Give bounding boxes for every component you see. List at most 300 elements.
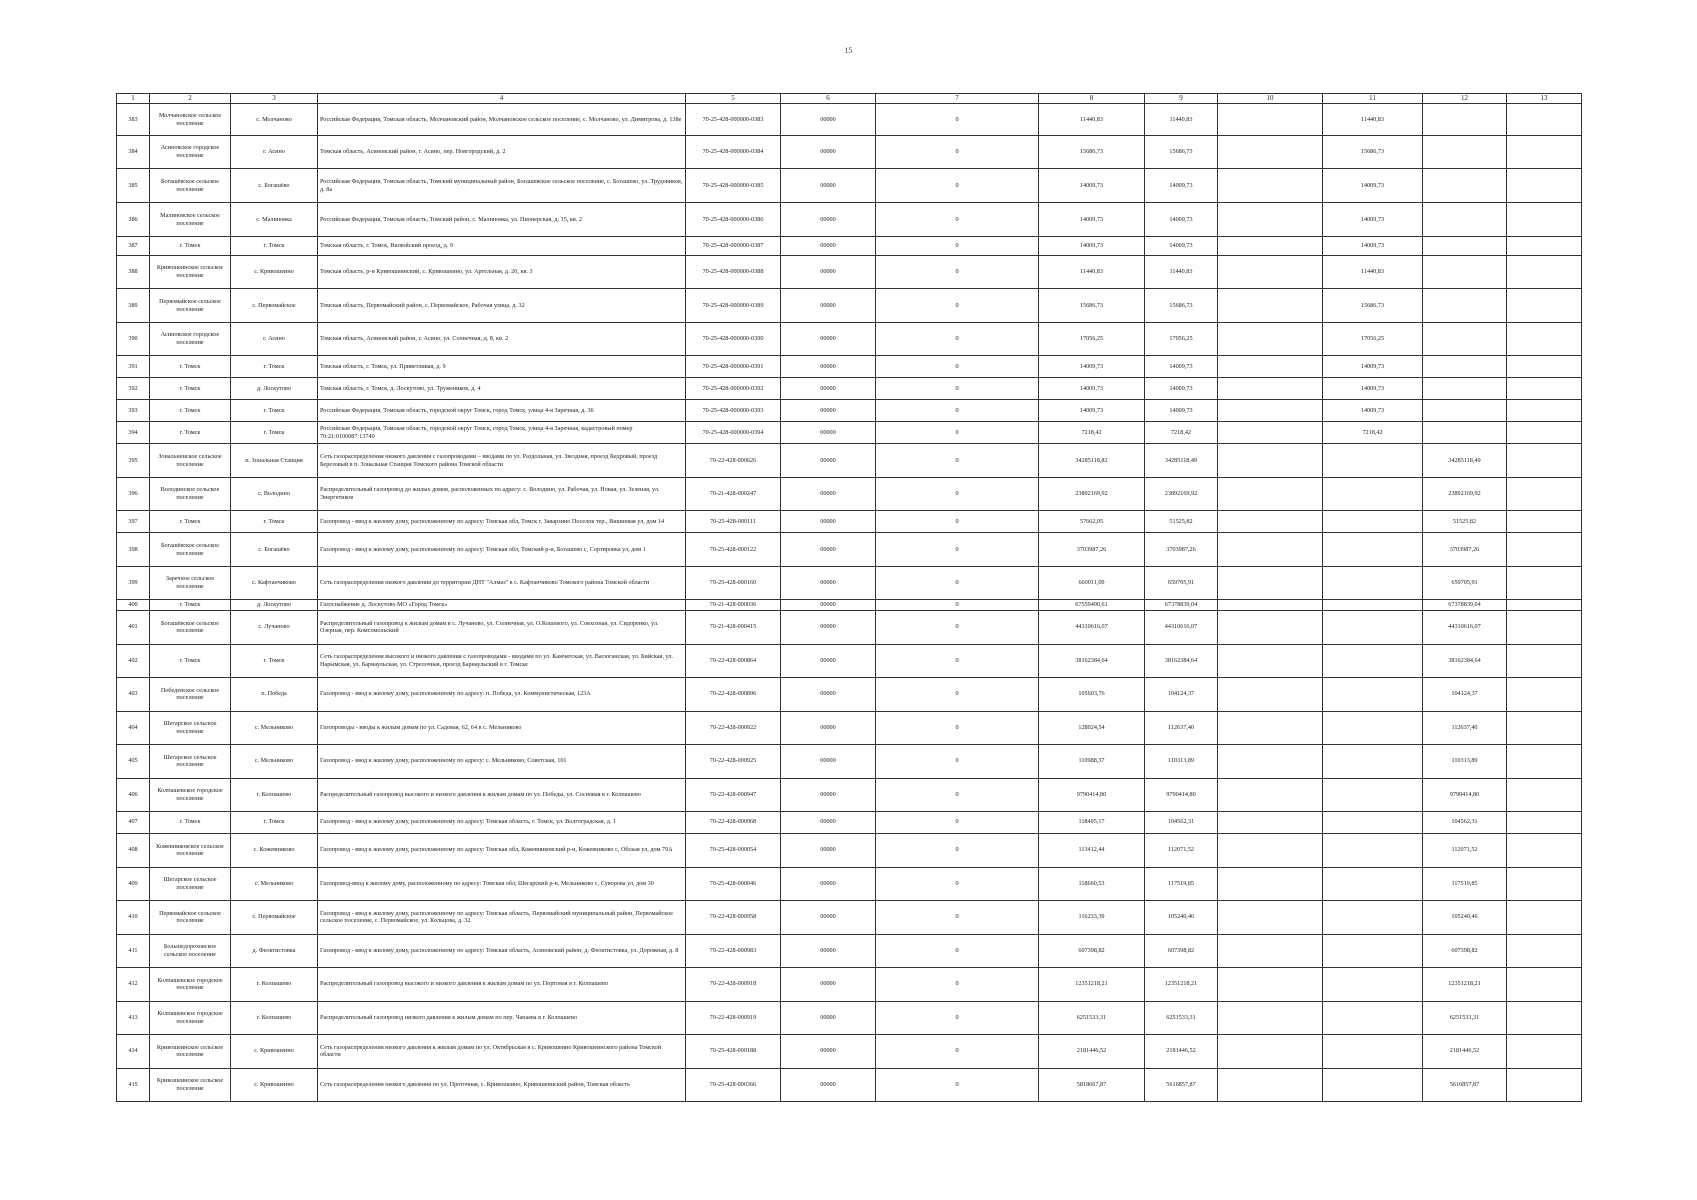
address-cell: Распределительный газопровод до жилых домов, расположенных по адресу: с. Володино, ул. Рабочая, ул. Новая, ул. Зеленая, ул. Энергетиков — [318, 478, 686, 511]
col10-cell — [1218, 744, 1323, 778]
column-header: 7 — [876, 94, 1039, 104]
table-row — [117, 256, 1582, 289]
column-header: 5 — [686, 94, 781, 104]
col9-value-cell: 67378839,04 — [1145, 600, 1218, 611]
locality-cell: с. Кожевниково — [231, 833, 318, 867]
col13-cell — [1507, 104, 1582, 136]
col11-value-cell: 11440,83 — [1323, 104, 1423, 136]
table-row — [117, 378, 1582, 400]
code-cell: 00000 — [781, 1068, 876, 1101]
municipality-cell: Володинское сельское поселение — [150, 478, 231, 511]
address-cell: Сеть газораспределения низкого давления по ул. Проточная, с. Кривошеино, Кривошеинский район, Томская область — [318, 1068, 686, 1101]
locality-cell: с. Первомайское — [231, 900, 318, 934]
col13-cell — [1507, 567, 1582, 600]
registry-number-cell: 70-25-428-000122 — [686, 533, 781, 567]
col9-value-cell: 607398,82 — [1145, 934, 1218, 967]
col8-value-cell: 113412,44 — [1039, 833, 1145, 867]
col12-value-cell: 2181446,52 — [1423, 1034, 1507, 1068]
row-number-cell: 409 — [117, 867, 150, 900]
col11-value-cell — [1323, 900, 1423, 934]
registry-number-cell: 70-21-428-000247 — [686, 478, 781, 511]
municipality-cell: г. Томск — [150, 378, 231, 400]
col13-cell — [1507, 256, 1582, 289]
col9-value-cell: 17056,25 — [1145, 323, 1218, 356]
code-cell: 00000 — [781, 237, 876, 256]
table-row — [117, 867, 1582, 900]
municipality-cell: Победенское сельское поселение — [150, 677, 231, 711]
locality-cell: с. Кривошеино — [231, 1068, 318, 1101]
municipality-cell: г. Томск — [150, 400, 231, 422]
registry-number-cell: 70-25-428-000000-0394 — [686, 422, 781, 444]
registry-number-cell: 70-25-428-000000-0386 — [686, 203, 781, 237]
col10-cell — [1218, 600, 1323, 611]
col11-value-cell — [1323, 934, 1423, 967]
column-header: 1 — [117, 94, 150, 104]
column-header: 4 — [318, 94, 686, 104]
header-row — [117, 94, 1582, 104]
col10-cell — [1218, 422, 1323, 444]
address-cell: Сеть газораспределения высокого и низкого давления с газопроводами - вводами по ул. Камчатская, ул. Васюганская, ул. Бийская, ул. Нарымская, ул. Барнаульская, ул. Стрелочная, проезд Барнаульский в г. Томске — [318, 644, 686, 677]
col7-cell: 0 — [876, 533, 1039, 567]
col12-value-cell — [1423, 256, 1507, 289]
locality-cell: д. Лоскутово — [231, 600, 318, 611]
registry-number-cell: 70-25-428-000000-0392 — [686, 378, 781, 400]
col7-cell: 0 — [876, 711, 1039, 744]
address-cell: Томская область, р-н Кривошеинский, с. Кривошеино, ул. Артельная, д. 20, кв. 3 — [318, 256, 686, 289]
municipality-cell: г. Томск — [150, 600, 231, 611]
row-number-cell: 388 — [117, 256, 150, 289]
col7-cell: 0 — [876, 744, 1039, 778]
municipality-cell: г. Томск — [150, 422, 231, 444]
col9-value-cell: 51525,82 — [1145, 511, 1218, 533]
locality-cell: с. Кривошеино — [231, 256, 318, 289]
col10-cell — [1218, 533, 1323, 567]
col9-value-cell: 659705,91 — [1145, 567, 1218, 600]
col12-value-cell: 9790414,80 — [1423, 778, 1507, 811]
municipality-cell: Первомайское сельское поселение — [150, 900, 231, 934]
address-cell: Распределительный газопровод к жилым домам в с. Лучаново, ул. Солнечная, ул. О.Кошевого, ул. Совхозная, ул. Сидоренко, ул. Озерная, пер. Комсомольский — [318, 610, 686, 644]
col8-value-cell: 660011,09 — [1039, 567, 1145, 600]
locality-cell: с. Мельниково — [231, 744, 318, 778]
code-cell: 00000 — [781, 378, 876, 400]
locality-cell: г. Томск — [231, 511, 318, 533]
col10-cell — [1218, 1034, 1323, 1068]
col13-cell — [1507, 967, 1582, 1001]
address-cell: Российская Федерация, Томская область, Томский муниципальный район, Богашевское сельское поселение, с. Богашево, ул. Трудовиков, д. 8а — [318, 169, 686, 203]
col8-value-cell: 9790414,80 — [1039, 778, 1145, 811]
col8-value-cell: 14009,73 — [1039, 237, 1145, 256]
col7-cell: 0 — [876, 478, 1039, 511]
registry-number-cell: 70-22-428-000947 — [686, 778, 781, 811]
col7-cell: 0 — [876, 444, 1039, 478]
col13-cell — [1507, 1001, 1582, 1034]
col8-value-cell: 14009,73 — [1039, 169, 1145, 203]
col8-value-cell: 12351218,21 — [1039, 967, 1145, 1001]
address-cell: Томская область, Асиновский район, г. Асино, пер. Новгородский, д. 2 — [318, 136, 686, 169]
col10-cell — [1218, 256, 1323, 289]
col12-value-cell: 3703987,26 — [1423, 533, 1507, 567]
table-row — [117, 203, 1582, 237]
registry-number-cell: 70-25-428-000000-0390 — [686, 323, 781, 356]
row-number-cell: 411 — [117, 934, 150, 967]
col11-value-cell — [1323, 600, 1423, 611]
column-header: 12 — [1423, 94, 1507, 104]
col10-cell — [1218, 1068, 1323, 1101]
municipality-cell: Шегарское сельское поселение — [150, 744, 231, 778]
col11-value-cell — [1323, 1001, 1423, 1034]
row-number-cell: 412 — [117, 967, 150, 1001]
col13-cell — [1507, 511, 1582, 533]
table-row — [117, 900, 1582, 934]
col8-value-cell: 14009,73 — [1039, 203, 1145, 237]
registry-number-cell: 70-22-428-000919 — [686, 1001, 781, 1034]
municipality-cell: Заречное сельское поселение — [150, 567, 231, 600]
registry-number-cell: 70-25-428-000054 — [686, 833, 781, 867]
col12-value-cell — [1423, 169, 1507, 203]
col13-cell — [1507, 833, 1582, 867]
table-row — [117, 444, 1582, 478]
locality-cell: с. Мельниково — [231, 867, 318, 900]
col8-value-cell: 105603,76 — [1039, 677, 1145, 711]
col13-cell — [1507, 1034, 1582, 1068]
address-cell: Сеть газораспределения низкого давления до территории ДНТ "Алмаз" в с. Кафтанчиково Томского района Томской области — [318, 567, 686, 600]
col7-cell: 0 — [876, 203, 1039, 237]
col8-value-cell: 67559490,61 — [1039, 600, 1145, 611]
col11-value-cell — [1323, 711, 1423, 744]
address-cell: Газопровод - ввод к жилому дому, расположенному по адресу: Томская область, Первомайский муниципальный район, Первомайское сельское поселение, с. Первомайское, ул. Кольцова, д. 32 — [318, 900, 686, 934]
col13-cell — [1507, 323, 1582, 356]
address-cell: Газопровод - ввод к жилому дому, расположенному по адресу: Томская область, Асиновский район, д. Феоктистовка, ул. Дорожная, д. 8 — [318, 934, 686, 967]
col7-cell: 0 — [876, 833, 1039, 867]
col11-value-cell: 14009,73 — [1323, 203, 1423, 237]
col8-value-cell: 110988,37 — [1039, 744, 1145, 778]
row-number-cell: 391 — [117, 356, 150, 378]
col11-value-cell — [1323, 1034, 1423, 1068]
municipality-cell: Богашёвское сельское поселение — [150, 610, 231, 644]
locality-cell: д. Феоктистовка — [231, 934, 318, 967]
col8-value-cell: 3703987,26 — [1039, 533, 1145, 567]
registry-number-cell: 70-22-428-000864 — [686, 644, 781, 677]
registry-number-cell: 70-21-428-000036 — [686, 600, 781, 611]
registry-number-cell: 70-25-428-000046 — [686, 867, 781, 900]
col10-cell — [1218, 644, 1323, 677]
col11-value-cell: 14009,73 — [1323, 356, 1423, 378]
column-header: 9 — [1145, 94, 1218, 104]
row-number-cell: 383 — [117, 104, 150, 136]
table-row — [117, 400, 1582, 422]
col9-value-cell: 14009,73 — [1145, 356, 1218, 378]
col7-cell: 0 — [876, 378, 1039, 400]
col13-cell — [1507, 356, 1582, 378]
code-cell: 00000 — [781, 644, 876, 677]
col13-cell — [1507, 422, 1582, 444]
municipality-cell: Кривошеинское сельское поселение — [150, 1068, 231, 1101]
col11-value-cell — [1323, 533, 1423, 567]
locality-cell: г. Асино — [231, 136, 318, 169]
col7-cell: 0 — [876, 422, 1039, 444]
code-cell: 00000 — [781, 478, 876, 511]
column-header: 13 — [1507, 94, 1582, 104]
col12-value-cell — [1423, 237, 1507, 256]
col9-value-cell: 9790414,80 — [1145, 778, 1218, 811]
col13-cell — [1507, 136, 1582, 169]
col10-cell — [1218, 677, 1323, 711]
col12-value-cell: 44310616,07 — [1423, 610, 1507, 644]
registry-number-cell: 70-25-428-000000-0383 — [686, 104, 781, 136]
address-cell: Газопровод - ввод к жилому дому, расположенному по адресу: Томская область, г. Томск, ул. Волгоградская, д. 1 — [318, 811, 686, 833]
col12-value-cell: 34285118,49 — [1423, 444, 1507, 478]
col8-value-cell: 7218,42 — [1039, 422, 1145, 444]
municipality-cell: Шегарское сельское поселение — [150, 711, 231, 744]
col11-value-cell — [1323, 1068, 1423, 1101]
col7-cell: 0 — [876, 169, 1039, 203]
registry-number-cell: 70-22-428-000983 — [686, 934, 781, 967]
col13-cell — [1507, 600, 1582, 611]
code-cell: 00000 — [781, 744, 876, 778]
code-cell: 00000 — [781, 711, 876, 744]
municipality-cell: Кривошеинское сельское поселение — [150, 256, 231, 289]
col9-value-cell: 44310616,07 — [1145, 610, 1218, 644]
col8-value-cell: 11440,83 — [1039, 256, 1145, 289]
col13-cell — [1507, 778, 1582, 811]
registry-number-cell: 70-25-428-000000-0391 — [686, 356, 781, 378]
col7-cell: 0 — [876, 600, 1039, 611]
col7-cell: 0 — [876, 1068, 1039, 1101]
col9-value-cell: 23892169,92 — [1145, 478, 1218, 511]
col13-cell — [1507, 867, 1582, 900]
col10-cell — [1218, 323, 1323, 356]
col10-cell — [1218, 711, 1323, 744]
col12-value-cell: 112071,52 — [1423, 833, 1507, 867]
col9-value-cell: 11440,83 — [1145, 104, 1218, 136]
col9-value-cell: 104562,31 — [1145, 811, 1218, 833]
table-row — [117, 356, 1582, 378]
address-cell: Томская область, г. Томск, ул. Приветливая, д. 9 — [318, 356, 686, 378]
row-number-cell: 407 — [117, 811, 150, 833]
row-number-cell: 395 — [117, 444, 150, 478]
address-cell: Газопровод - ввод к жилому дому, расположенному по адресу: Томская обл, Кожевниковский р-н, Кожевниково с, Обская ул, дом 79А — [318, 833, 686, 867]
municipality-cell: Асиновское городское поселение — [150, 136, 231, 169]
row-number-cell: 405 — [117, 744, 150, 778]
col10-cell — [1218, 356, 1323, 378]
col9-value-cell: 12351218,21 — [1145, 967, 1218, 1001]
col10-cell — [1218, 378, 1323, 400]
code-cell: 00000 — [781, 1034, 876, 1068]
col9-value-cell: 110313,89 — [1145, 744, 1218, 778]
col11-value-cell — [1323, 567, 1423, 600]
col11-value-cell — [1323, 478, 1423, 511]
col11-value-cell: 17056,25 — [1323, 323, 1423, 356]
address-cell: Российская Федерация, Томская область, городской округ Томск, город Томск, улица 4-я Заречная, кадастровый номер 70:21:0100087:13749 — [318, 422, 686, 444]
table-row — [117, 169, 1582, 203]
col10-cell — [1218, 1001, 1323, 1034]
col7-cell: 0 — [876, 237, 1039, 256]
col10-cell — [1218, 811, 1323, 833]
code-cell: 00000 — [781, 677, 876, 711]
code-cell: 00000 — [781, 400, 876, 422]
address-cell: Сеть газораспределения низкого давления с газопроводами – вводами по ул. Раздольная, ул. Звездная, проезд Кедровый, проезд Березовый в п. Зональная Станция Томского района Томской области — [318, 444, 686, 478]
row-number-cell: 401 — [117, 610, 150, 644]
address-cell: Томская область, г. Томск, Вилюйский проезд, д. 9 — [318, 237, 686, 256]
col12-value-cell: 12351218,21 — [1423, 967, 1507, 1001]
code-cell: 00000 — [781, 811, 876, 833]
address-cell: Российская Федерация, Томская область, городской округ Томск, город Томск, улица 4-я Заречная, д. 36 — [318, 400, 686, 422]
municipality-cell: Шегарское сельское поселение — [150, 867, 231, 900]
registry-number-cell: 70-22-428-000626 — [686, 444, 781, 478]
locality-cell: с. Первомайское — [231, 289, 318, 323]
col9-value-cell: 7218,42 — [1145, 422, 1218, 444]
col9-value-cell: 105240,46 — [1145, 900, 1218, 934]
municipality-cell: Большедороховское сельское поселение — [150, 934, 231, 967]
locality-cell: с. Малиновка — [231, 203, 318, 237]
col11-value-cell — [1323, 610, 1423, 644]
registry-number-cell: 70-25-428-000000-0385 — [686, 169, 781, 203]
address-cell: Российская Федерация, Томская область, Томский район, с. Малиновка, ул. Пионерская, д. 15, кв. 2 — [318, 203, 686, 237]
municipality-cell: Зональненское сельское поселение — [150, 444, 231, 478]
col13-cell — [1507, 533, 1582, 567]
col10-cell — [1218, 934, 1323, 967]
table-row — [117, 136, 1582, 169]
municipality-cell: Первомайское сельское поселение — [150, 289, 231, 323]
code-cell: 00000 — [781, 444, 876, 478]
table-row — [117, 644, 1582, 677]
col12-value-cell: 23892169,92 — [1423, 478, 1507, 511]
col13-cell — [1507, 289, 1582, 323]
col8-value-cell: 2181446,52 — [1039, 1034, 1145, 1068]
row-number-cell: 392 — [117, 378, 150, 400]
registry-number-cell: 70-22-428-000918 — [686, 967, 781, 1001]
col7-cell: 0 — [876, 610, 1039, 644]
col9-value-cell: 6251533,31 — [1145, 1001, 1218, 1034]
code-cell: 00000 — [781, 256, 876, 289]
col13-cell — [1507, 677, 1582, 711]
table-row — [117, 967, 1582, 1001]
registry-number-cell: 70-22-428-000896 — [686, 677, 781, 711]
col7-cell: 0 — [876, 511, 1039, 533]
address-cell: Томская область, г. Томск, д. Лоскутово, ул. Тружеников, д. 4 — [318, 378, 686, 400]
registry-number-cell: 70-22-428-000958 — [686, 900, 781, 934]
col7-cell: 0 — [876, 811, 1039, 833]
row-number-cell: 408 — [117, 833, 150, 867]
col11-value-cell — [1323, 677, 1423, 711]
col10-cell — [1218, 610, 1323, 644]
address-cell: Газопровод-ввод к жилому дому, расположенному по адресу: Томская обл, Шегарский р-н, Мельниково с, Суворова ул, дом 30 — [318, 867, 686, 900]
code-cell: 00000 — [781, 169, 876, 203]
col8-value-cell: 38162384,64 — [1039, 644, 1145, 677]
table-row — [117, 610, 1582, 644]
table-row — [117, 511, 1582, 533]
col10-cell — [1218, 104, 1323, 136]
col8-value-cell: 44310616,07 — [1039, 610, 1145, 644]
col7-cell: 0 — [876, 289, 1039, 323]
registry-number-cell: 70-22-428-000925 — [686, 744, 781, 778]
col8-value-cell: 17056,25 — [1039, 323, 1145, 356]
col7-cell: 0 — [876, 400, 1039, 422]
address-cell: Распределительный газопровод высокого и низкого давления к жилым домам по ул. Победы, ул. Сосновая в г. Колпашево — [318, 778, 686, 811]
municipality-cell: г. Томск — [150, 237, 231, 256]
col10-cell — [1218, 203, 1323, 237]
row-number-cell: 399 — [117, 567, 150, 600]
col13-cell — [1507, 934, 1582, 967]
code-cell: 00000 — [781, 1001, 876, 1034]
locality-cell: г. Колпашево — [231, 1001, 318, 1034]
col12-value-cell — [1423, 378, 1507, 400]
col12-value-cell: 67378839,04 — [1423, 600, 1507, 611]
locality-cell: г. Асино — [231, 323, 318, 356]
col12-value-cell — [1423, 400, 1507, 422]
municipality-cell: Колпашевское городское поселение — [150, 778, 231, 811]
col10-cell — [1218, 900, 1323, 934]
col12-value-cell: 112637,40 — [1423, 711, 1507, 744]
table-row — [117, 711, 1582, 744]
table-row — [117, 600, 1582, 611]
municipality-cell: г. Томск — [150, 644, 231, 677]
locality-cell: г. Томск — [231, 400, 318, 422]
column-header: 11 — [1323, 94, 1423, 104]
col9-value-cell: 14009,73 — [1145, 378, 1218, 400]
table-row — [117, 778, 1582, 811]
locality-cell: г. Томск — [231, 356, 318, 378]
registry-number-cell: 70-25-428-000000-0384 — [686, 136, 781, 169]
col13-cell — [1507, 237, 1582, 256]
col7-cell: 0 — [876, 1001, 1039, 1034]
col11-value-cell — [1323, 644, 1423, 677]
col10-cell — [1218, 136, 1323, 169]
col12-value-cell: 659705,91 — [1423, 567, 1507, 600]
table-row — [117, 1001, 1582, 1034]
col7-cell: 0 — [876, 323, 1039, 356]
col8-value-cell: 14009,73 — [1039, 356, 1145, 378]
locality-cell: г. Томск — [231, 811, 318, 833]
col7-cell: 0 — [876, 136, 1039, 169]
address-cell: Распределительный газопровод низкого давления к жилым домам по пер. Чапаева в г. Колпашево — [318, 1001, 686, 1034]
col7-cell: 0 — [876, 867, 1039, 900]
table-row — [117, 533, 1582, 567]
registry-number-cell: 70-25-428-000366 — [686, 1068, 781, 1101]
col12-value-cell — [1423, 289, 1507, 323]
col13-cell — [1507, 444, 1582, 478]
col10-cell — [1218, 511, 1323, 533]
col8-value-cell: 6251533,31 — [1039, 1001, 1145, 1034]
table-row — [117, 934, 1582, 967]
col11-value-cell — [1323, 967, 1423, 1001]
col11-value-cell — [1323, 778, 1423, 811]
locality-cell: г. Колпашево — [231, 778, 318, 811]
row-number-cell: 413 — [117, 1001, 150, 1034]
registry-number-cell: 70-25-428-000160 — [686, 567, 781, 600]
code-cell: 00000 — [781, 422, 876, 444]
col11-value-cell: 11440,83 — [1323, 256, 1423, 289]
code-cell: 00000 — [781, 203, 876, 237]
code-cell: 00000 — [781, 967, 876, 1001]
col11-value-cell: 14009,73 — [1323, 237, 1423, 256]
locality-cell: п. Зональная Станция — [231, 444, 318, 478]
col10-cell — [1218, 237, 1323, 256]
row-number-cell: 396 — [117, 478, 150, 511]
col8-value-cell: 607398,82 — [1039, 934, 1145, 967]
col7-cell: 0 — [876, 567, 1039, 600]
col12-value-cell — [1423, 104, 1507, 136]
col7-cell: 0 — [876, 677, 1039, 711]
col7-cell: 0 — [876, 900, 1039, 934]
col8-value-cell: 14009,73 — [1039, 378, 1145, 400]
address-cell: Сеть газораспределения низкого давления к жилым домам по ул. Октябрьская в с. Кривошеино Кривошеинского района Томской области — [318, 1034, 686, 1068]
municipality-cell: Малиновское сельское поселение — [150, 203, 231, 237]
locality-cell: с. Лучаново — [231, 610, 318, 644]
registry-body — [117, 104, 1582, 1102]
col13-cell — [1507, 169, 1582, 203]
code-cell: 00000 — [781, 136, 876, 169]
